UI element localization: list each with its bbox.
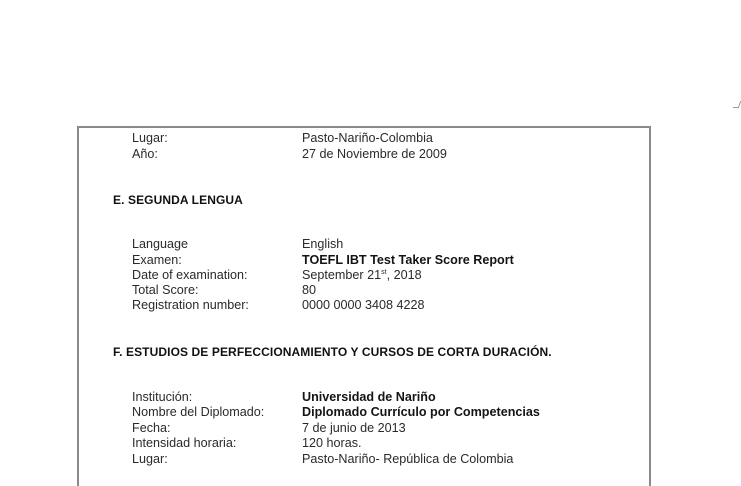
field-value: Pasto-Nariño- República de Colombia [302,452,514,466]
field-value: Universidad de Nariño [302,390,436,404]
field-value: Pasto-Nariño-Colombia [302,131,433,145]
field-value: Diplomado Currículo por Competencias [302,405,540,419]
field-label: Fecha: [132,421,171,435]
field-label: Registration number: [132,298,249,312]
field-label: Nombre del Diplomado: [132,405,265,419]
date-main: September 21 [302,268,382,282]
field-value: 27 de Noviembre de 2009 [302,147,447,161]
field-label: Language [132,237,189,251]
section-heading-short-courses: F. ESTUDIOS DE PERFECCIONAMIENTO Y CURSOS DE CORTA DURACIÓN. [113,345,552,359]
page-edge-mark [733,101,741,108]
field-label: Lugar: [132,131,168,145]
field-label: Año: [132,147,158,161]
field-label: Examen: [132,253,182,267]
date-year: , 2018 [386,268,422,282]
field-value: 120 horas. [302,436,362,450]
field-value: TOEFL IBT Test Taker Score Report [302,253,514,267]
field-value [302,268,422,283]
field-label: Institución: [132,390,193,404]
field-value: 0000 0000 3408 4228 [302,298,425,312]
field-label: Intensidad horaria: [132,436,237,450]
date-ordinal-suffix: st [381,269,387,276]
document-page [77,126,651,486]
field-label: Lugar: [132,452,168,466]
section-heading-second-language: E. SEGUNDA LENGUA [113,193,243,207]
field-label: Date of examination: [132,268,248,282]
field-value: 80 [302,283,317,297]
field-value: 7 de junio de 2013 [302,421,406,435]
field-label: Total Score: [132,283,199,297]
field-value: English [302,237,344,251]
